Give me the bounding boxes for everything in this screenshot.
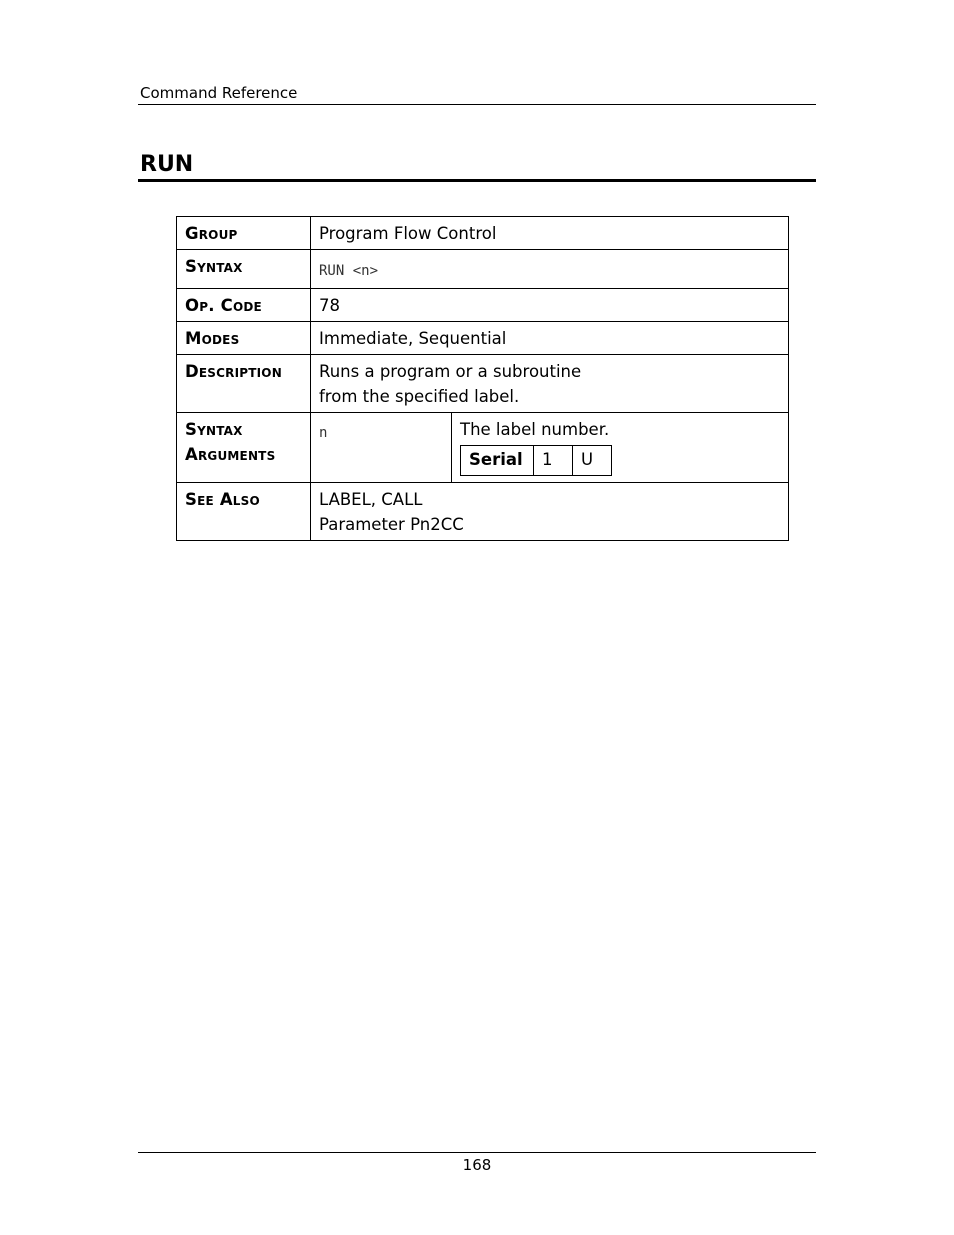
see-also-cell (311, 483, 789, 541)
description-label: Description (177, 355, 311, 413)
arguments-label-line-1: Syntax (185, 420, 243, 439)
syntax-value: RUN <n> (319, 263, 379, 279)
row-see-also (177, 483, 789, 541)
command-table (176, 216, 789, 541)
page-number: 168 (462, 1156, 492, 1174)
page-header (138, 83, 816, 105)
serial-value: 1 (534, 446, 573, 476)
arguments-label-line-2: Arguments (185, 445, 276, 464)
header-text: Command Reference (140, 84, 298, 102)
group-value: Program Flow Control (311, 217, 789, 250)
argument-description-cell (452, 413, 789, 483)
opcode-label: Op. Code (177, 289, 311, 322)
row-syntax (177, 250, 789, 289)
description-cell (311, 355, 789, 413)
row-modes (177, 322, 789, 355)
command-title: RUN (140, 152, 194, 177)
group-label: Group (177, 217, 311, 250)
row-arguments (177, 413, 789, 483)
opcode-value: 78 (311, 289, 789, 322)
section-title (138, 150, 816, 182)
row-group (177, 217, 789, 250)
see-also-line-1: LABEL, CALL (319, 490, 423, 509)
modes-label: Modes (177, 322, 311, 355)
see-also-label: See Also (177, 483, 311, 541)
serial-unit: U (573, 446, 612, 476)
description-line-1: Runs a program or a subroutine (319, 362, 582, 381)
description-line-2: from the specified label. (319, 387, 520, 406)
see-also-line-2: Parameter Pn2CC (319, 515, 464, 534)
argument-name-cell (311, 413, 452, 483)
serial-box (460, 445, 612, 476)
row-description (177, 355, 789, 413)
argument-name: n (319, 425, 328, 441)
argument-description: The label number. (460, 420, 610, 439)
arguments-label (177, 413, 311, 483)
page-footer (138, 1152, 816, 1174)
syntax-cell (311, 250, 789, 289)
modes-value: Immediate, Sequential (311, 322, 789, 355)
row-opcode (177, 289, 789, 322)
serial-label: Serial (461, 446, 534, 476)
syntax-label: Syntax (177, 250, 311, 289)
